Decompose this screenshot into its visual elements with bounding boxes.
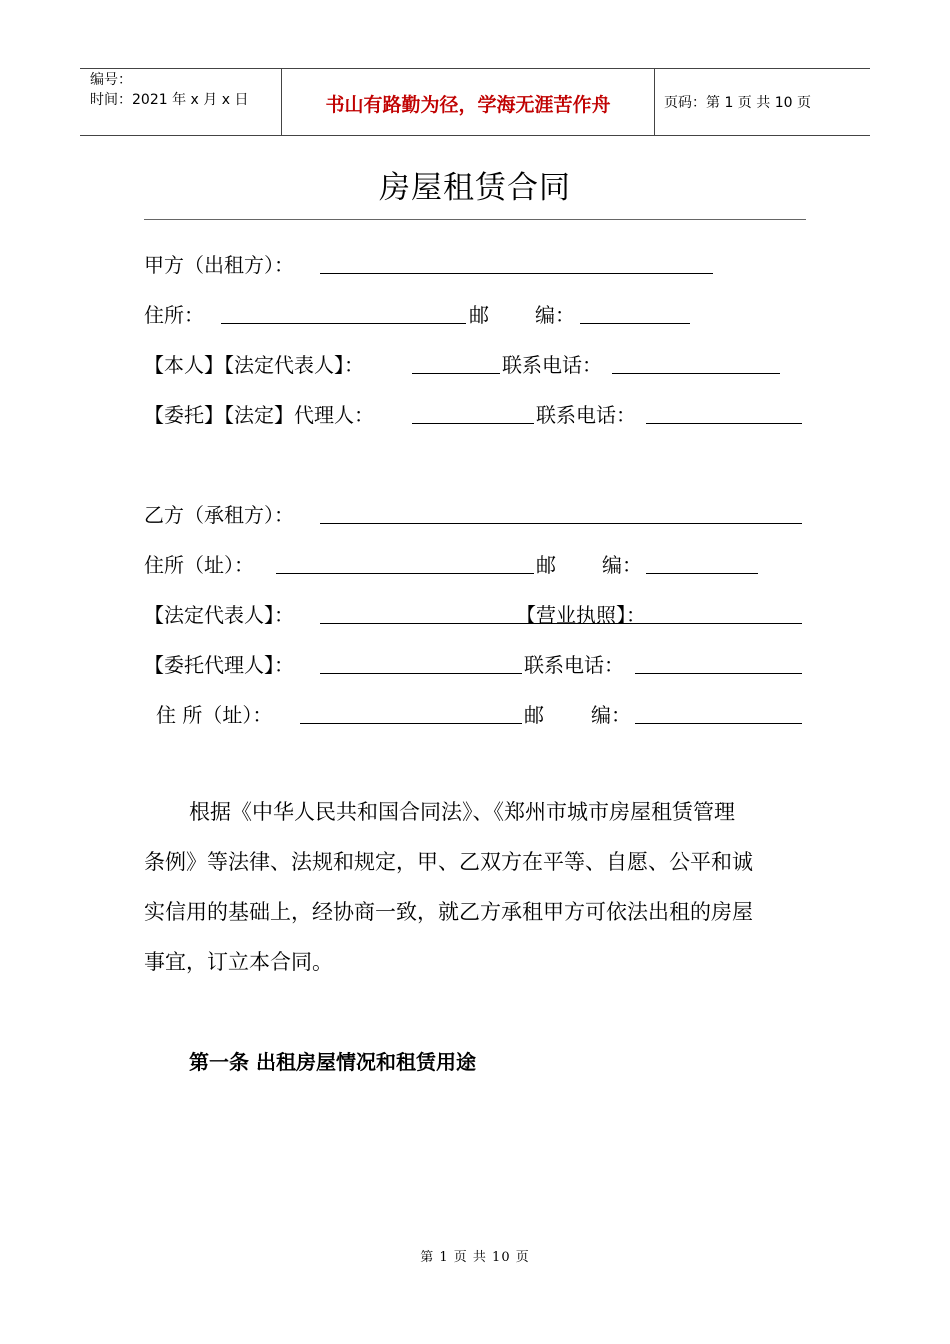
party-a-postcode-label-1: 邮	[469, 303, 489, 327]
preamble-line-3: 实信用的基础上，经协商一致，就乙方承租甲方可依法出租的房屋	[144, 900, 753, 924]
party-a-agent-field[interactable]	[412, 423, 534, 424]
preamble-line-1: 根据《中华人民共和国合同法》、《郑州市城市房屋租赁管理	[189, 800, 735, 824]
party-b-license-label: 【营业执照】：	[516, 603, 646, 627]
party-b-name-field[interactable]	[320, 523, 802, 524]
preamble-line-2: 条例》等法律、法规和规定，甲、乙双方在平等、自愿、公平和诚	[144, 850, 753, 874]
party-b-agent-address-row	[0, 700, 950, 730]
header-page-code: 页码：第 1 页 共 10 页	[664, 95, 811, 111]
party-b-address-field[interactable]	[276, 573, 534, 574]
party-b-legal-row	[0, 600, 950, 630]
document-date: 时间：2021 年 x 月 x 日	[90, 92, 249, 108]
party-b-agent-phone-field[interactable]	[635, 673, 802, 674]
party-b-agent-address-label: 住 所（址）：	[156, 703, 273, 727]
header-bottom-border	[80, 135, 870, 136]
party-a-agent-label: 【委托】【法定】代理人：	[144, 403, 374, 427]
title-rule	[144, 219, 806, 220]
party-a-agent-phone-label: 联系电话：	[536, 403, 636, 427]
party-a-rep-label: 【本人】【法定代表人】：	[144, 353, 364, 377]
document-number-label: 编号：	[90, 72, 132, 88]
party-b-agent-label: 【委托代理人】：	[144, 653, 294, 677]
party-a-row	[0, 250, 950, 280]
party-b-address-row	[0, 550, 950, 580]
party-b-postcode-label-1: 邮	[536, 553, 556, 577]
party-b-agent-postcode-label-1: 邮	[524, 703, 544, 727]
header-divider-right	[654, 68, 655, 136]
party-b-postcode-label-2: 编：	[602, 553, 642, 577]
party-b-agent-field[interactable]	[320, 673, 522, 674]
party-b-label: 乙方（承租方）：	[144, 503, 294, 527]
party-a-address-row	[0, 300, 950, 330]
party-a-rep-phone-label: 联系电话：	[502, 353, 602, 377]
party-a-label: 甲方（出租方）：	[144, 253, 294, 277]
preamble-line-4: 事宜，订立本合同。	[144, 950, 333, 974]
party-b-agent-postcode-label-2: 编：	[591, 703, 631, 727]
party-a-address-label: 住所：	[144, 303, 204, 327]
party-b-legal-rep-label: 【法定代表人】：	[144, 603, 294, 627]
party-b-row	[0, 500, 950, 530]
party-a-postcode-field[interactable]	[580, 323, 690, 324]
party-a-postcode-label-2: 编：	[535, 303, 575, 327]
party-b-address-label: 住所（址）：	[144, 553, 254, 577]
party-a-name-field[interactable]	[320, 273, 713, 274]
party-a-rep-field[interactable]	[412, 373, 500, 374]
page-footer: 第 1 页 共 10 页	[420, 1250, 530, 1265]
party-b-agent-postcode-field[interactable]	[635, 723, 802, 724]
party-a-agent-phone-field[interactable]	[646, 423, 802, 424]
header-top-border	[80, 68, 870, 69]
header-motto: 书山有路勤为径，学海无涯苦作舟	[325, 94, 611, 116]
party-b-agent-address-field[interactable]	[300, 723, 522, 724]
party-b-agent-phone-label: 联系电话：	[524, 653, 624, 677]
party-a-address-field[interactable]	[221, 323, 466, 324]
party-a-agent-row	[0, 400, 950, 430]
party-a-rep-row	[0, 350, 950, 380]
document-title: 房屋租赁合同	[379, 170, 571, 206]
party-b-agent-row	[0, 650, 950, 680]
party-b-postcode-field[interactable]	[646, 573, 758, 574]
party-a-rep-phone-field[interactable]	[612, 373, 780, 374]
section-1-heading: 第一条 出租房屋情况和租赁用途	[189, 1050, 476, 1074]
